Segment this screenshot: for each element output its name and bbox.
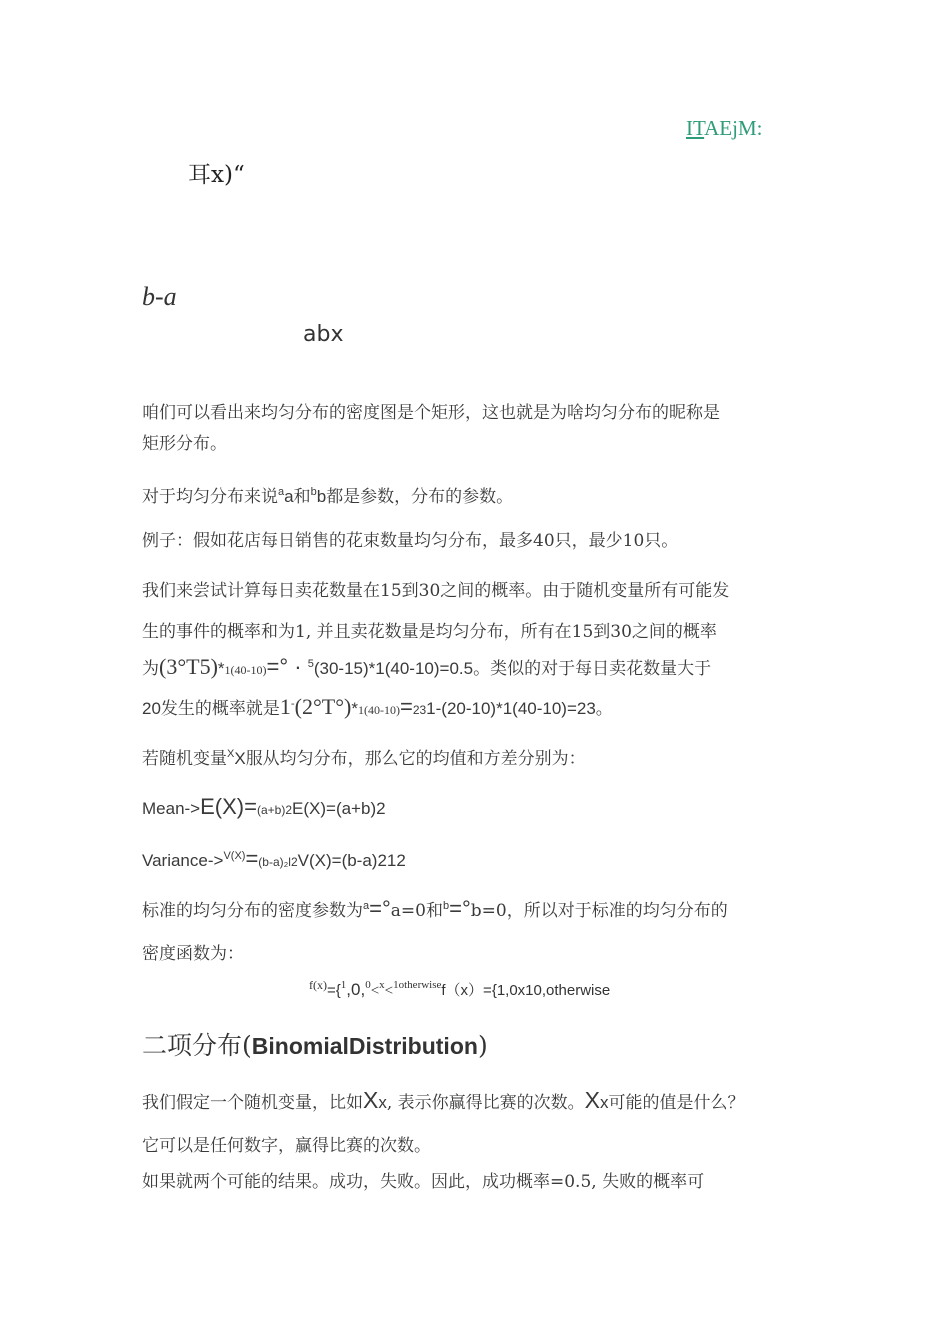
paragraph-random-variable bbox=[142, 744, 586, 769]
sup-span: X bbox=[227, 748, 235, 760]
text-span: =° · bbox=[266, 654, 308, 679]
density-function bbox=[309, 978, 610, 1000]
sup-span: 1otherwise bbox=[393, 979, 442, 991]
text-span: b bbox=[316, 487, 327, 506]
text-span: , 表示你赢得比赛的次数。 bbox=[386, 1093, 585, 1113]
text-span: X bbox=[584, 1087, 600, 1113]
paragraph-line: 我们来尝试计算每日卖花数量在15到30之间的概率。由于随机变量所有可能发 bbox=[142, 581, 730, 601]
sup-span: a bbox=[278, 486, 285, 498]
text-span: ) bbox=[477, 1031, 488, 1060]
text-span: 对于均匀分布来说 bbox=[142, 487, 278, 507]
text-span: 1-(20-10)*1(40-10)=23。 bbox=[426, 699, 613, 718]
text-span: 1(40-10) bbox=[224, 663, 267, 677]
sup-span: b bbox=[310, 486, 317, 498]
sup-span: 0 bbox=[365, 979, 371, 991]
text-span: * bbox=[217, 659, 225, 678]
text-span: (b-a)₂l2 bbox=[258, 855, 298, 869]
sup-span: - bbox=[290, 697, 295, 710]
text-span: x bbox=[600, 1093, 609, 1112]
paragraph-line: 咱们可以看出来均匀分布的密度图是个矩形，这也就是为啥均匀分布的昵称是 bbox=[142, 403, 720, 423]
formula-abx: abx bbox=[303, 322, 344, 347]
text-span: X bbox=[234, 749, 246, 768]
sup-span: a bbox=[363, 900, 370, 912]
text-span: 服从均匀分布，那么它的均值和方差分别为： bbox=[245, 749, 586, 769]
text-span: 和 bbox=[293, 487, 311, 507]
formula-denominator: b-a bbox=[142, 282, 177, 311]
text-span: 20发生的概率就是 bbox=[142, 699, 280, 718]
text-span: 1 bbox=[279, 694, 291, 719]
text-span: 23 bbox=[412, 703, 427, 717]
text-span: 都是参数，分布的参数。 bbox=[326, 487, 514, 507]
text-span: < bbox=[370, 983, 380, 999]
text-span: 若随机变量 bbox=[142, 749, 227, 769]
header-link-rest: AEjM: bbox=[704, 116, 763, 140]
text-span: BinomialDistribution bbox=[251, 1033, 478, 1059]
text-span: * bbox=[351, 699, 358, 718]
paragraph-line: 如果就两个可能的结果。成功，失败。因此，成功概率=0.5, 失败的概率可 bbox=[142, 1172, 705, 1192]
paragraph-params bbox=[142, 482, 513, 507]
text-span: (3°T5) bbox=[159, 654, 218, 679]
paragraph-line: 生的事件的概率和为1, 并且卖花数量是均匀分布，所有在15到30之间的概率 bbox=[142, 622, 717, 642]
sup-span: b bbox=[442, 900, 450, 912]
text-span: X bbox=[363, 1087, 379, 1113]
text-span: (2°T°) bbox=[294, 694, 352, 719]
text-span: a bbox=[284, 487, 294, 506]
paragraph-line bbox=[142, 896, 728, 922]
section-heading bbox=[142, 1026, 488, 1062]
text-span: 为 bbox=[142, 659, 159, 679]
paragraph-line: 它可以是任何数字，赢得比赛的次数。 bbox=[142, 1136, 431, 1156]
text-span: 1(40-10) bbox=[357, 703, 400, 717]
mean-formula bbox=[142, 794, 386, 820]
sup-span: V(X) bbox=[223, 850, 246, 862]
text-span: ,0, bbox=[346, 980, 366, 999]
text-span: =° bbox=[449, 896, 471, 921]
header-link-group bbox=[686, 116, 762, 141]
text-span: E(X)=(a+b)2 bbox=[292, 799, 386, 818]
text-span: = bbox=[399, 694, 413, 719]
text-span: Variance-> bbox=[142, 851, 224, 870]
text-span: f(x) bbox=[309, 978, 327, 992]
sup-span: x bbox=[379, 979, 385, 991]
paragraph-line bbox=[142, 1087, 745, 1114]
sup-span: 5 bbox=[307, 658, 314, 670]
header-link[interactable]: IT bbox=[686, 116, 705, 140]
paragraph-example: 例子：假如花店每日销售的花束数量均匀分布，最多40只，最少10只。 bbox=[142, 531, 679, 551]
paragraph-line: 矩形分布。 bbox=[142, 434, 227, 454]
text-span: 可能的值是什么？ bbox=[608, 1093, 745, 1113]
text-span: 我们假定一个随机变量，比如 bbox=[142, 1093, 363, 1113]
text-span: (30-15)*1(40-10)=0.5。类似的对于每日卖花数量大于 bbox=[313, 659, 712, 678]
sup-span: 1 bbox=[340, 979, 347, 991]
text-span: f（x）={1,0x10,otherwise bbox=[441, 982, 611, 999]
text-span: ={ bbox=[327, 982, 341, 999]
text-span: (a+b)2 bbox=[256, 803, 293, 817]
paragraph-line bbox=[142, 694, 613, 720]
text-span: E(X)= bbox=[200, 794, 257, 819]
variance-formula bbox=[142, 846, 406, 872]
formula-fragment: 耳x)“ bbox=[188, 162, 245, 188]
text-span: < bbox=[384, 983, 394, 999]
text-span: = bbox=[245, 846, 259, 871]
text-span: b=0，所以对于标准的均匀分布的 bbox=[470, 901, 728, 921]
text-span: =° bbox=[369, 896, 391, 921]
text-span: a=0和 bbox=[390, 901, 443, 921]
text-span: V(X)=(b-a)212 bbox=[297, 851, 406, 870]
paragraph-line: 密度函数为： bbox=[142, 944, 244, 964]
text-span: Mean-> bbox=[142, 799, 201, 818]
text-span: x bbox=[378, 1093, 387, 1112]
text-span: 二项分布( bbox=[142, 1031, 252, 1060]
paragraph-line bbox=[142, 654, 711, 680]
text-span: 标准的均匀分布的密度参数为 bbox=[142, 901, 363, 921]
